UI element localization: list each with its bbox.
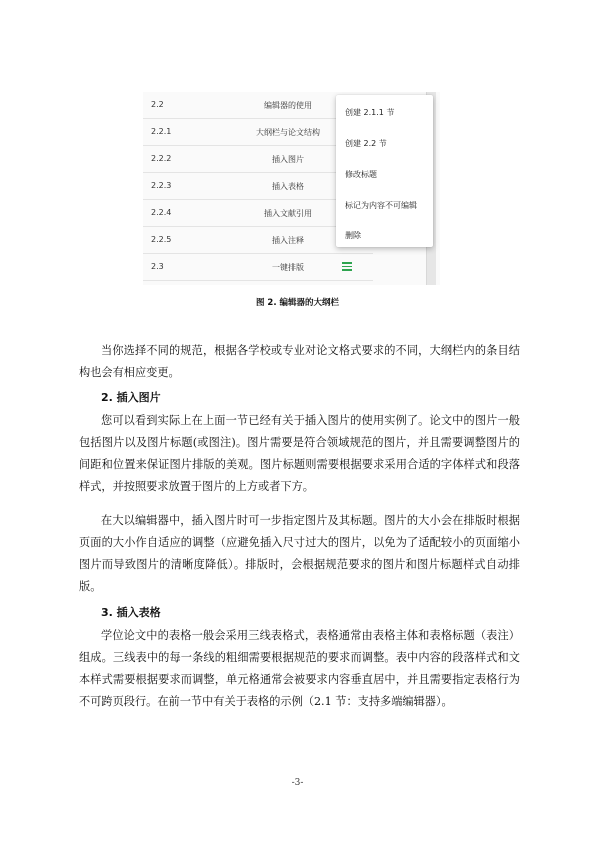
paragraph: 学位论文中的表格一般会采用三线表格式，表格通常由表格主体和表格标题（表注）组成。三线表中的每一条线的粗细需要根据规范的要求而调整。表中内容的段落样式和文本样式需要根据要求而调整，单元格通常会被要求内容垂直居中，并且需要指定表格行为不可跨页段行。在前一节中有关于表格的示例（2.1 节：支持多端编辑器）。 [79, 629, 520, 708]
page-number: -3- [291, 778, 304, 788]
section-heading: 3. 插入表格 [101, 606, 161, 619]
outline-row-number: 2.2 [151, 100, 164, 109]
paragraph: 当你选择不同的规范，根据各学校或专业对论文格式要求的不同，大纲栏内的条目结构也会有相应变更。 [79, 344, 520, 379]
outline-row-title: 插入图片 [272, 155, 304, 164]
outline-row[interactable] [143, 254, 373, 281]
menu-item-create-2-2[interactable]: 创建 2.2 节 [345, 139, 387, 148]
outline-row-title: 插入表格 [272, 182, 304, 191]
outline-row-title: 一键排版 [272, 263, 304, 272]
outline-row-number: 2.2.4 [151, 208, 172, 217]
list-icon[interactable] [342, 262, 352, 271]
outline-row-title: 插入注释 [272, 236, 304, 245]
outline-row-number: 2.2.2 [151, 154, 172, 163]
context-menu [336, 95, 433, 247]
outline-row-number: 2.2.3 [151, 181, 172, 190]
outline-row-number: 2.2.5 [151, 235, 172, 244]
outline-row-title: 插入文献引用 [264, 209, 312, 218]
figure-caption: 图 2. 编辑器的大纲栏 [255, 298, 340, 308]
outline-row-title: 编辑器的使用 [264, 101, 312, 110]
section-heading: 2. 插入图片 [101, 391, 161, 404]
paragraph: 在大以编辑器中，插入图片时可一步指定图片及其标题。图片的大小会在排版时根据页面的大小作自适应的调整（应避免插入尺寸过大的图片，以免为了适配较小的页面缩小图片而导致图片的清晰度降低）。排版时，会根据规范要求的图片和图片标题样式自动排版。 [79, 514, 520, 593]
menu-item-edit-title[interactable]: 修改标题 [345, 170, 377, 179]
outline-figure [143, 92, 440, 285]
outline-row-title: 大纲栏与论文结构 [256, 128, 320, 137]
outline-row-number: 2.3 [151, 262, 164, 271]
menu-item-create-2-1-1[interactable]: 创建 2.1.1 节 [345, 108, 395, 117]
menu-item-delete[interactable]: 删除 [345, 231, 361, 240]
paragraph: 您可以看到实际上在上面一节已经有关于插入图片的使用实例了。论文中的图片一般包括图片以及图片标题(或图注)。图片需要是符合领域规范的图片，并且需要调整图片的间距和位置来保证图片排版的美观。图片标题则需要根据要求采用合适的字体样式和段落样式，并按照要求放置于图片的上方或者下方。 [79, 414, 520, 493]
outline-row-number: 2.2.1 [151, 127, 172, 136]
menu-item-mark-readonly[interactable]: 标记为内容不可编辑 [345, 201, 417, 210]
